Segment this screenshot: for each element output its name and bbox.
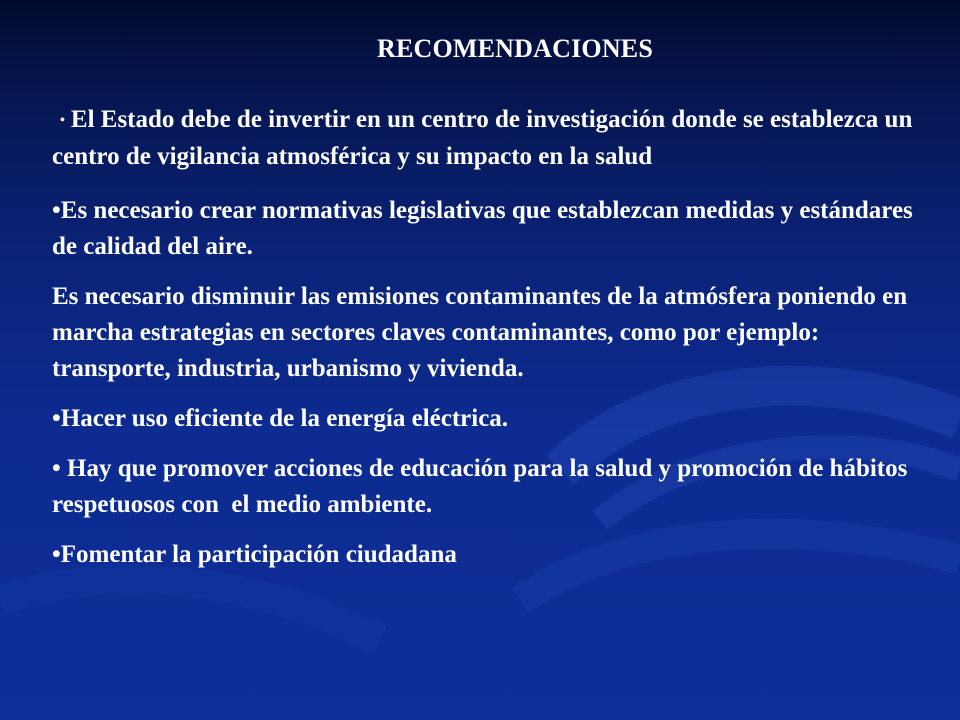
recommendation-text: Es necesario disminuir las emisiones contaminantes de la atmósfera poniendo en marcha estrategias en sectores claves contaminantes, como por ejemplo: transporte, industria, urbanismo y vivienda.	[52, 283, 908, 382]
recommendation-item	[52, 193, 942, 265]
slide-title: RECOMENDACIONES	[376, 34, 654, 63]
bullet-marker: •	[52, 405, 61, 432]
recommendation-text: Hacer uso eficiente de la energía eléctrica.	[60, 405, 509, 432]
recommendation-text: Hay que promover acciones de educación para la salud y promoción de hábitos respetuosos con el medio ambiente.	[52, 455, 914, 518]
recommendations-list	[52, 102, 942, 587]
recommendation-item	[52, 537, 942, 573]
bullet-marker: •	[52, 455, 68, 482]
recommendation-text: Es necesario crear normativas legislativas que establezcan medidas y estándares de calidad del aire.	[52, 197, 913, 260]
recommendation-item	[52, 451, 942, 523]
recommendation-item	[52, 279, 942, 387]
recommendation-item	[52, 401, 942, 437]
recommendation-item	[52, 102, 942, 175]
bullet-marker: •	[52, 197, 61, 224]
recommendation-text: El Estado debe de invertir en un centro de investigación donde se establezca un centro de vigilancia atmosférica y su impacto en la salud	[52, 106, 913, 170]
bullet-marker: •	[60, 113, 65, 128]
bullet-marker: •	[52, 541, 61, 568]
recommendation-text: Fomentar la participación ciudadana	[60, 541, 457, 568]
